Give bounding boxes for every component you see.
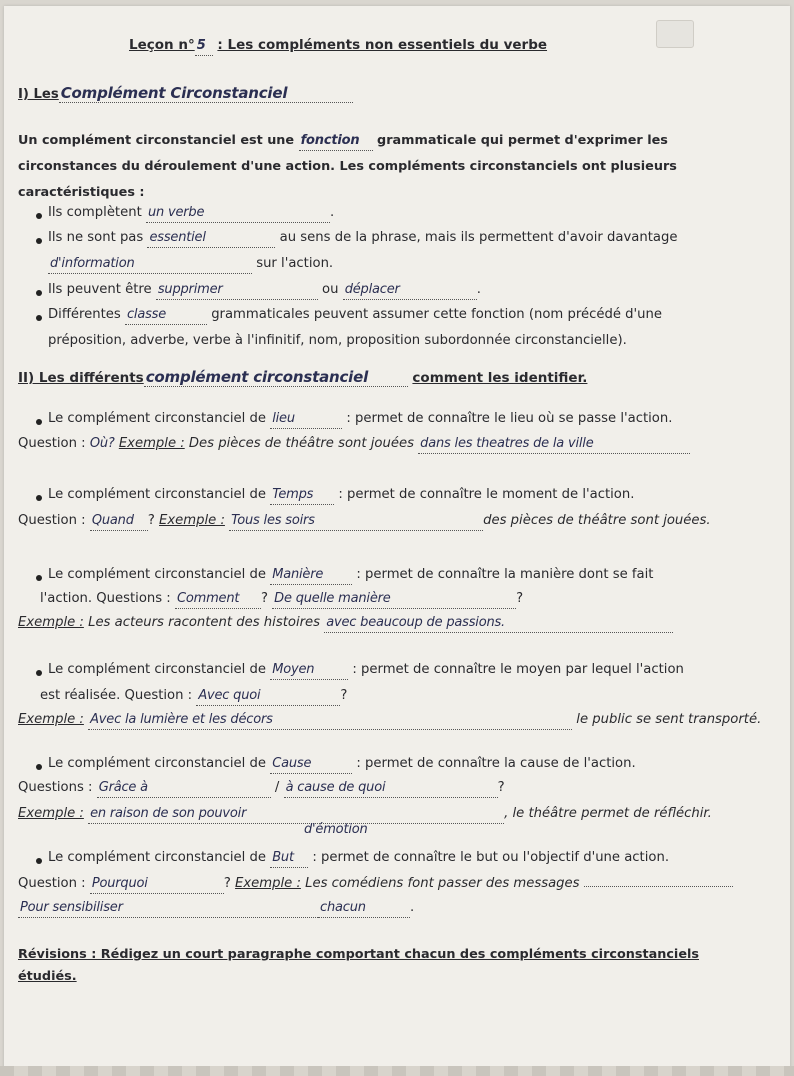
bullet bbox=[36, 290, 42, 296]
cc-maniere: Le complément circonstanciel de Manière : permet de connaître la manière dont se fait bbox=[48, 566, 653, 585]
cc-cause-questions: Questions : Grâce à / à cause de quoi ? bbox=[18, 779, 505, 798]
bullet bbox=[36, 315, 42, 321]
page-tab-mark bbox=[656, 20, 694, 48]
definition-line-2: circonstances du déroulement d'une action. Les compléments circonstanciels ont plusieurs bbox=[18, 159, 677, 174]
cc-but-example: Pour sensibiliser chacun . bbox=[18, 899, 414, 918]
cc-temps-example: Question : Quand ? Exemple : Tous les soirs des pièces de théâtre sont jouées. bbox=[18, 512, 711, 531]
caracteristic-2-cont: d'information sur l'action. bbox=[48, 255, 333, 274]
bullet bbox=[36, 670, 42, 676]
bullet bbox=[36, 213, 42, 219]
caracteristic-4-cont: préposition, adverbe, verbe à l'infinitif, nom, proposition subordonnée circonstancielle). bbox=[48, 333, 627, 348]
definition-line-3: caractéristiques : bbox=[18, 185, 145, 200]
cc-lieu: Le complément circonstanciel de lieu : permet de connaître le lieu où se passe l'action. bbox=[48, 410, 672, 429]
cc-cause-example-note: d'émotion bbox=[304, 822, 368, 837]
cc-moyen: Le complément circonstanciel de Moyen : permet de connaître le moyen par lequel l'action bbox=[48, 661, 684, 680]
bullet bbox=[36, 575, 42, 581]
revision-instruction-cont: étudiés. bbox=[18, 969, 77, 984]
page-bottom-edge bbox=[0, 1066, 794, 1076]
cc-cause: Le complément circonstanciel de Cause : permet de connaître la cause de l'action. bbox=[48, 755, 636, 774]
cc-but-question: Question : Pourquoi ? Exemple : Les comédiens font passer des messages bbox=[18, 875, 733, 894]
cc-temps: Le complément circonstanciel de Temps : permet de connaître le moment de l'action. bbox=[48, 486, 634, 505]
revision-instruction: Révisions : Rédigez un court paragraphe comportant chacun des compléments circonstanciels bbox=[18, 947, 700, 962]
section-2-heading: II) Les différents complément circonstanciel comment les identifier. bbox=[18, 368, 588, 386]
caracteristic-3: Ils peuvent être supprimer ou déplacer . bbox=[48, 281, 481, 300]
caracteristic-2: Ils ne sont pas essentiel au sens de la phrase, mais ils permettent d'avoir davantage bbox=[48, 229, 677, 248]
bullet bbox=[36, 858, 42, 864]
bullet bbox=[36, 764, 42, 770]
caracteristic-4: Différentes classe grammaticales peuvent assumer cette fonction (nom précédé d'une bbox=[48, 306, 662, 325]
cc-maniere-questions: l'action. Questions : Comment ? De quelle manière ? bbox=[40, 590, 523, 609]
definition-line-1: Un complément circonstanciel est une fonction grammaticale qui permet d'exprimer les bbox=[18, 132, 668, 151]
cc-lieu-example: Question : Où? Exemple : Des pièces de théâtre sont jouées dans les theatres de la ville bbox=[18, 435, 690, 454]
cc-maniere-example: Exemple : Les acteurs racontent des histoires avec beaucoup de passions. bbox=[18, 614, 673, 633]
bullet bbox=[36, 238, 42, 244]
cc-but: Le complément circonstanciel de But : permet de connaître le but ou l'objectif d'une action. bbox=[48, 849, 669, 868]
cc-cause-example: Exemple : en raison de son pouvoir , le théâtre permet de réfléchir. bbox=[18, 805, 712, 824]
caracteristic-1: Ils complètent un verbe . bbox=[48, 204, 334, 223]
section-1-heading: I) Les Complément Circonstanciel bbox=[18, 84, 353, 104]
worksheet-page bbox=[4, 6, 790, 1074]
bullet bbox=[36, 495, 42, 501]
cc-moyen-question: est réalisée. Question : Avec quoi ? bbox=[40, 687, 347, 706]
bullet bbox=[36, 419, 42, 425]
cc-moyen-example: Exemple : Avec la lumière et les décors le public se sent transporté. bbox=[18, 711, 761, 730]
lesson-title: Leçon n° 5 : Les compléments non essentiels du verbe bbox=[129, 36, 547, 56]
